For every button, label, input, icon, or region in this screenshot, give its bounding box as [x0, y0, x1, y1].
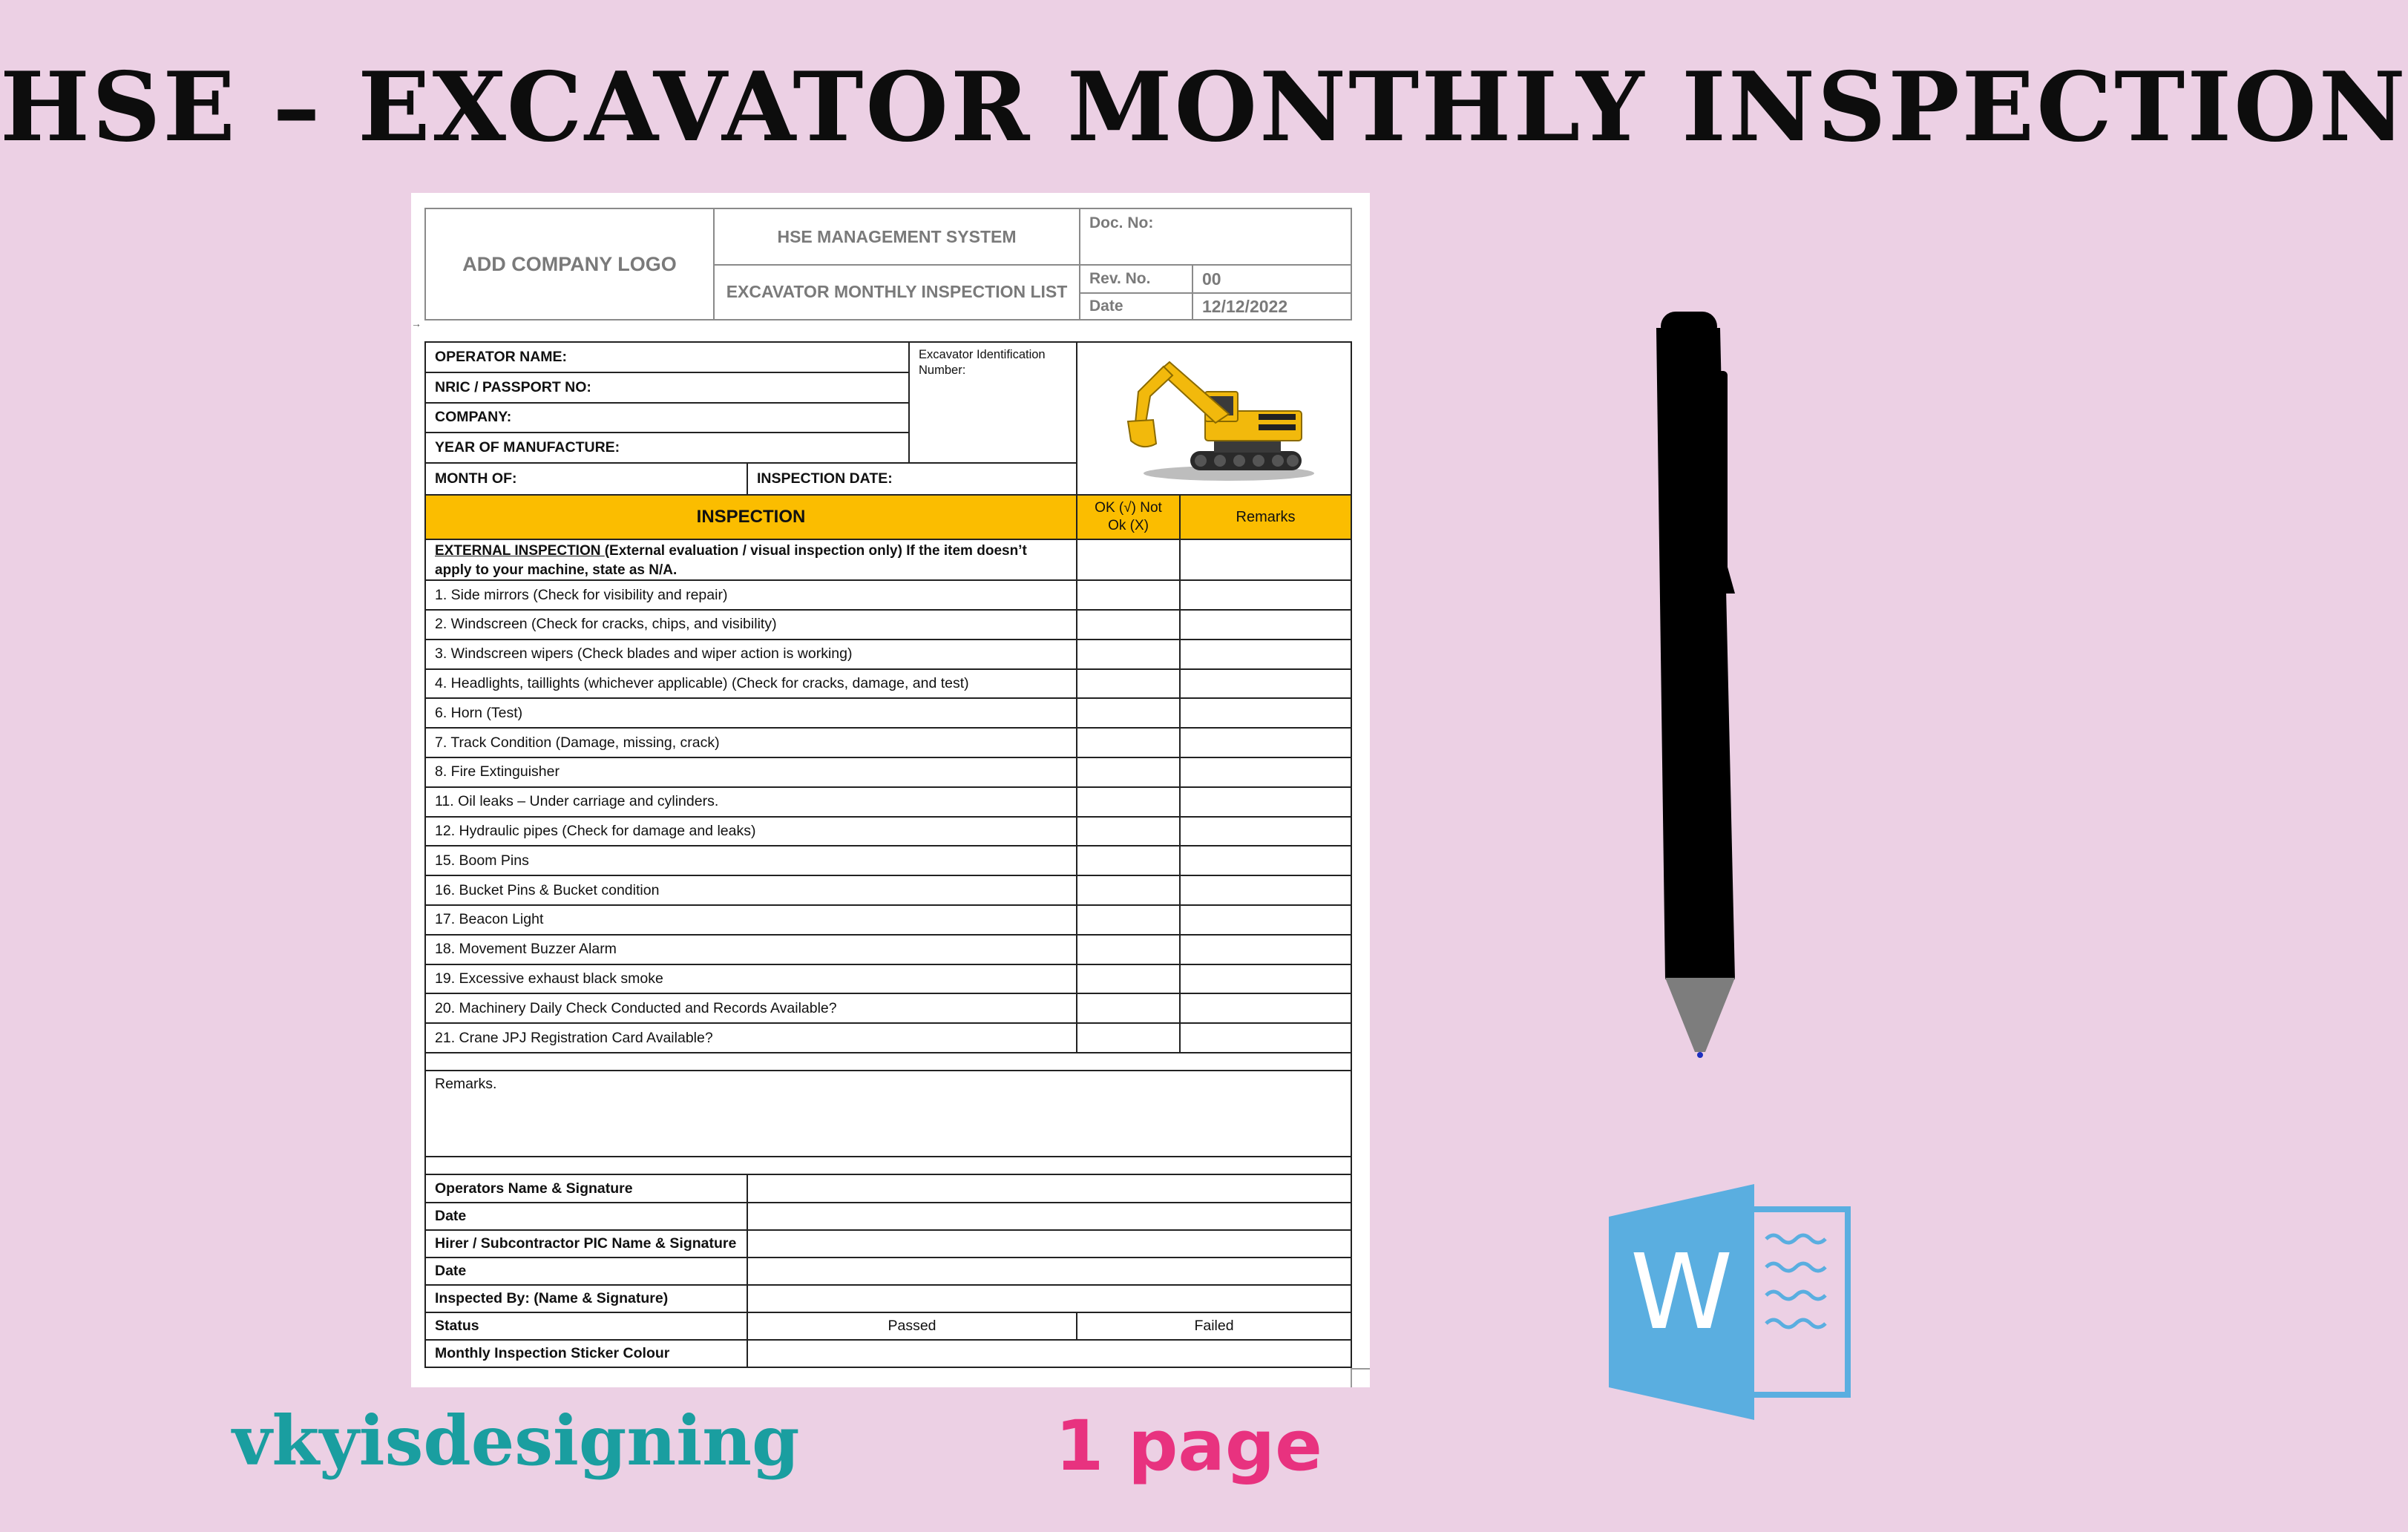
ok-cell[interactable] — [1077, 905, 1180, 935]
document-header — [424, 208, 1352, 320]
ok-cell[interactable] — [1077, 1023, 1180, 1053]
inspection-row — [425, 875, 1351, 905]
date-value[interactable]: 12/12/2022 — [1202, 297, 1288, 316]
inspection-row — [425, 787, 1351, 817]
ok-cell[interactable] — [1077, 669, 1180, 699]
spacer-row — [425, 1157, 1351, 1174]
date-label-2: Date — [425, 1258, 747, 1285]
remarks-cell[interactable] — [1180, 846, 1351, 875]
sticker-colour-field[interactable] — [747, 1340, 1351, 1367]
inspection-form — [424, 341, 1352, 1368]
inspection-item-label: 11. Oil leaks – Under carriage and cylinders. — [425, 787, 1077, 817]
inspection-item-label: 3. Windscreen wipers (Check blades and wiper action is working) — [425, 640, 1077, 669]
remarks-cell[interactable] — [1180, 875, 1351, 905]
remarks-cell[interactable] — [1180, 539, 1351, 580]
ok-cell[interactable] — [1077, 640, 1180, 669]
ok-cell[interactable] — [1077, 610, 1180, 640]
inspection-row — [425, 905, 1351, 935]
status-label: Status — [425, 1312, 747, 1340]
remarks-cell[interactable] — [1180, 610, 1351, 640]
inspection-row — [425, 580, 1351, 610]
inspection-row — [425, 1023, 1351, 1053]
ok-cell[interactable] — [1077, 935, 1180, 964]
remarks-cell[interactable] — [1180, 1023, 1351, 1053]
status-failed-option[interactable]: Failed — [1077, 1312, 1351, 1340]
doc-no-label: Doc. No: — [1089, 214, 1154, 231]
remarks-cell[interactable] — [1180, 669, 1351, 699]
remarks-cell[interactable] — [1180, 964, 1351, 994]
hirer-signature-field[interactable] — [747, 1230, 1351, 1258]
inspection-item-label: 15. Boom Pins — [425, 846, 1077, 875]
ok-cell[interactable] — [1077, 757, 1180, 787]
external-inspection-note — [425, 539, 1077, 580]
hirer-signature-label: Hirer / Subcontractor PIC Name & Signature — [425, 1230, 747, 1258]
operator-signature-field[interactable] — [747, 1174, 1351, 1203]
year-of-manufacture-field[interactable]: YEAR OF MANUFACTURE: — [425, 433, 909, 463]
date-label-1: Date — [425, 1203, 747, 1230]
document-page — [411, 193, 1370, 1387]
inspection-item-label: 6. Horn (Test) — [425, 698, 1077, 728]
inspection-item-label: 1. Side mirrors (Check for visibility and repair) — [425, 580, 1077, 610]
operator-signature-label: Operators Name & Signature — [425, 1174, 747, 1203]
remarks-cell[interactable] — [1180, 905, 1351, 935]
excavator-image — [1077, 342, 1351, 495]
ok-cell[interactable] — [1077, 964, 1180, 994]
external-inspection-title: EXTERNAL INSPECTION — [435, 543, 605, 559]
inspection-row — [425, 846, 1351, 875]
move-handle-icon[interactable]: → — [411, 318, 421, 329]
date-label: Date — [1089, 297, 1123, 315]
inspection-row — [425, 964, 1351, 994]
document-title: EXCAVATOR MONTHLY INSPECTION LIST — [714, 265, 1080, 320]
ok-cell[interactable] — [1077, 993, 1180, 1023]
brand-name: vkyisdesigning — [232, 1401, 800, 1481]
inspection-item-label: 16. Bucket Pins & Bucket condition — [425, 875, 1077, 905]
external-inspection-text: (External evaluation / visual inspection only) If the item doesn’t apply to your machine, state as N/A. — [435, 543, 1027, 578]
inspection-item-label: 20. Machinery Daily Check Conducted and Records Available? — [425, 993, 1077, 1023]
inspection-row — [425, 640, 1351, 669]
remarks-cell[interactable] — [1180, 993, 1351, 1023]
inspection-item-label: 12. Hydraulic pipes (Check for damage and leaks) — [425, 817, 1077, 846]
spacer-row — [425, 1053, 1351, 1071]
inspection-column-header: INSPECTION — [425, 495, 1077, 539]
inspection-item-label: 18. Movement Buzzer Alarm — [425, 935, 1077, 964]
ok-cell[interactable] — [1077, 846, 1180, 875]
inspection-item-label: 17. Beacon Light — [425, 905, 1077, 935]
date-field-1[interactable] — [747, 1203, 1351, 1230]
ok-column-header: OK (√) Not Ok (X) — [1077, 495, 1180, 539]
remarks-cell[interactable] — [1180, 728, 1351, 757]
remarks-cell[interactable] — [1180, 935, 1351, 964]
inspected-by-label: Inspected By: (Name & Signature) — [425, 1285, 747, 1312]
ok-cell[interactable] — [1077, 875, 1180, 905]
sticker-colour-label: Monthly Inspection Sticker Colour — [425, 1340, 747, 1367]
nric-passport-field[interactable]: NRIC / PASSPORT NO: — [425, 372, 909, 403]
inspection-row — [425, 728, 1351, 757]
month-of-field[interactable]: MONTH OF: — [425, 463, 747, 495]
operator-name-field[interactable]: OPERATOR NAME: — [425, 342, 909, 372]
remarks-cell[interactable] — [1180, 698, 1351, 728]
inspection-row — [425, 757, 1351, 787]
remarks-cell[interactable] — [1180, 757, 1351, 787]
rev-label: Rev. No. — [1080, 266, 1192, 294]
ok-cell[interactable] — [1077, 787, 1180, 817]
inspection-row — [425, 935, 1351, 964]
page-corner-marker — [1351, 1368, 1370, 1387]
banner-title: HSE – EXCAVATOR MONTHLY INSPECTION — [0, 52, 2408, 163]
ok-cell[interactable] — [1077, 728, 1180, 757]
remarks-cell[interactable] — [1180, 640, 1351, 669]
inspected-by-field[interactable] — [747, 1285, 1351, 1312]
remarks-column-header: Remarks — [1180, 495, 1351, 539]
ok-cell[interactable] — [1077, 817, 1180, 846]
pen-icon — [1640, 312, 1744, 1065]
rev-value[interactable]: 00 — [1193, 266, 1351, 294]
ok-cell[interactable] — [1077, 580, 1180, 610]
inspection-item-label: 19. Excessive exhaust black smoke — [425, 964, 1077, 994]
inspection-row — [425, 993, 1351, 1023]
inspection-date-field[interactable]: INSPECTION DATE: — [747, 463, 1077, 495]
page-count: 1 page — [1055, 1406, 1322, 1487]
status-passed-option[interactable]: Passed — [747, 1312, 1077, 1340]
inspection-item-label: 4. Headlights, taillights (whichever applicable) (Check for cracks, damage, and test) — [425, 669, 1077, 699]
inspection-row — [425, 669, 1351, 699]
company-logo-placeholder[interactable]: ADD COMPANY LOGO — [425, 208, 714, 320]
inspection-row — [425, 817, 1351, 846]
svg-text:W: W — [1630, 1232, 1733, 1353]
inspection-row — [425, 610, 1351, 640]
inspection-row — [425, 698, 1351, 728]
inspection-item-label: 2. Windscreen (Check for cracks, chips, and visibility) — [425, 610, 1077, 640]
ok-cell[interactable] — [1077, 698, 1180, 728]
remarks-box[interactable]: Remarks. — [425, 1071, 1351, 1157]
excavator-id-field[interactable]: Excavator Identification Number: — [909, 342, 1077, 463]
remarks-cell[interactable] — [1180, 580, 1351, 610]
inspection-item-label: 21. Crane JPJ Registration Card Available? — [425, 1023, 1077, 1053]
remarks-cell[interactable] — [1180, 817, 1351, 846]
word-icon — [1603, 1180, 1855, 1428]
remarks-cell[interactable] — [1180, 787, 1351, 817]
inspection-item-label: 7. Track Condition (Damage, missing, crack) — [425, 728, 1077, 757]
ok-cell[interactable] — [1077, 539, 1180, 580]
system-title: HSE MANAGEMENT SYSTEM — [714, 208, 1080, 265]
inspection-item-label: 8. Fire Extinguisher — [425, 757, 1077, 787]
date-field-2[interactable] — [747, 1258, 1351, 1285]
company-field[interactable]: COMPANY: — [425, 403, 909, 433]
